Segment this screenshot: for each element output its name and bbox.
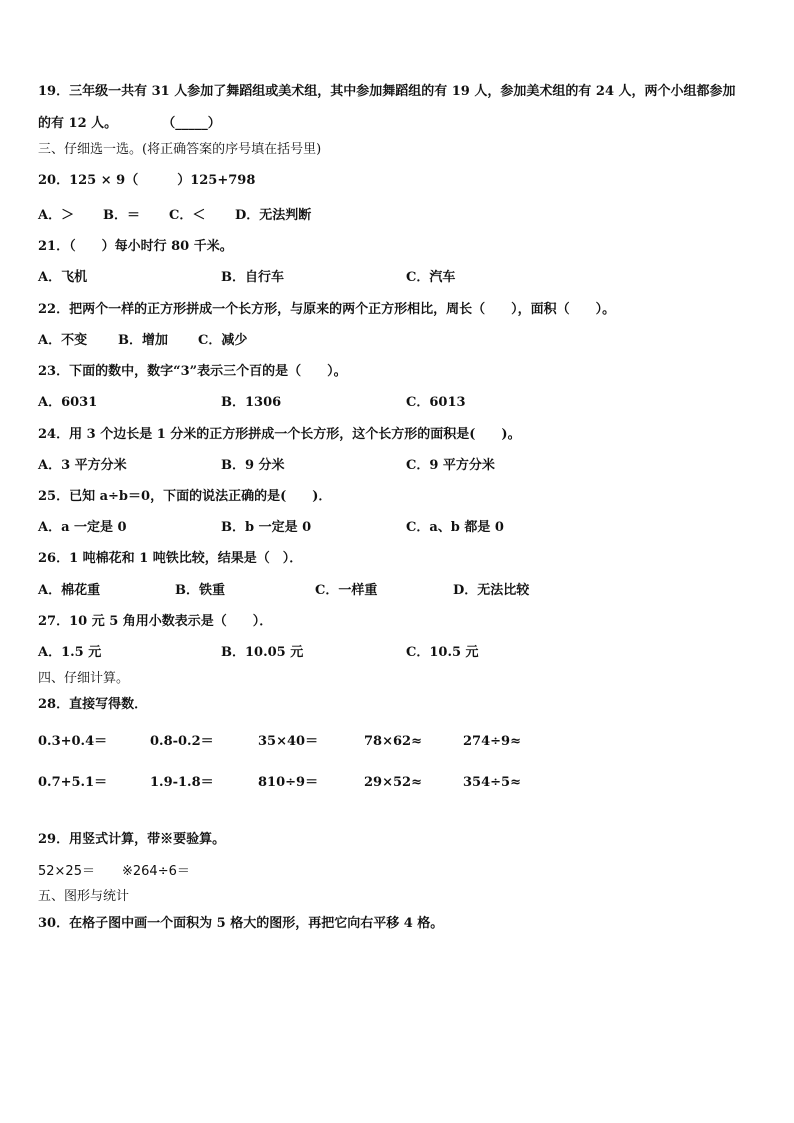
q27-option-b: B．10.05 元	[221, 645, 304, 660]
q26-stem: 26．1 吨棉花和 1 吨铁比较，结果是（ ）．	[38, 551, 303, 566]
q22-option-c: C．减少	[198, 333, 248, 348]
q29-item-1: 52×25＝	[38, 864, 95, 879]
q25-option-b: B．b 一定是 0	[221, 520, 312, 535]
q28-r2-item-2: 1.9-1.8＝	[150, 775, 214, 790]
q23-option-a: A．6031	[38, 395, 98, 410]
q21-option-a: A．飞机	[38, 270, 88, 285]
q21-options	[38, 270, 794, 286]
q24-option-a: A．3 平方分米	[38, 458, 127, 473]
q27-options	[38, 645, 794, 661]
q29-stem: 29．用竖式计算，带※要验算。	[38, 832, 226, 847]
q28-row-1	[38, 734, 778, 750]
q26-option-a: A．棉花重	[38, 583, 101, 598]
q22-option-b: B．增加	[118, 333, 168, 348]
q26-option-d: D．无法比较	[453, 583, 530, 598]
section-5-heading: 五、图形与统计	[38, 889, 130, 904]
q26-options	[38, 583, 794, 599]
q28-r1-item-1: 0.3+0.4＝	[38, 734, 108, 749]
q27-option-a: A．1.5 元	[38, 645, 102, 660]
q22-options	[38, 333, 794, 349]
q26-option-b: B．铁重	[175, 583, 225, 598]
q23-options	[38, 395, 794, 411]
q24-option-c: C．9 平方分米	[406, 458, 495, 473]
section-3-heading: 三、仔细选一选。(将正确答案的序号填在括号里)	[38, 142, 322, 157]
q27-option-c: C．10.5 元	[406, 645, 479, 660]
q28-row-2	[38, 775, 778, 791]
q20-option-c: C．＜	[169, 208, 206, 223]
q27-stem: 27．10 元 5 角用小数表示是（ ）．	[38, 614, 273, 629]
q20-stem: 20．125 × 9（ ）125+798	[38, 173, 256, 188]
q21-option-c: C．汽车	[406, 270, 456, 285]
q28-r2-item-3: 810÷9＝	[258, 775, 319, 790]
q22-stem: 22．把两个一样的正方形拼成一个长方形，与原来的两个正方形相比，周长（ ），面积（ ）。	[38, 302, 616, 317]
q25-option-a: A．a 一定是 0	[38, 520, 127, 535]
q20-option-a: A．＞	[38, 208, 75, 223]
q23-option-b: B．1306	[221, 395, 282, 410]
q23-option-c: C．6013	[406, 395, 466, 410]
q24-stem: 24．用 3 个边长是 1 分米的正方形拼成一个长方形，这个长方形的面积是( )。	[38, 427, 521, 442]
q21-stem: 21．（ ）每小时行 80 千米。	[38, 239, 233, 254]
q28-r2-item-1: 0.7+5.1＝	[38, 775, 108, 790]
q21-option-b: B．自行车	[221, 270, 284, 285]
q25-stem: 25．已知 a÷b＝0，下面的说法正确的是( )．	[38, 489, 332, 504]
q23-stem: 23．下面的数中，数字“3”表示三个百的是（ ）。	[38, 364, 347, 379]
q25-option-c: C．a、b 都是 0	[406, 520, 504, 535]
q20-options	[38, 208, 794, 224]
q29-items	[38, 864, 438, 880]
q28-r1-item-5: 274÷9≈	[463, 734, 521, 749]
q30-stem: 30．在格子图中画一个面积为 5 格大的图形，再把它向右平移 4 格。	[38, 916, 444, 931]
q20-option-b: B．＝	[103, 208, 140, 223]
q25-options	[38, 520, 794, 536]
section-4-heading: 四、仔细计算。	[38, 671, 130, 686]
q19-line2	[38, 116, 221, 132]
q24-option-b: B．9 分米	[221, 458, 285, 473]
q29-item-2: ※264÷6＝	[122, 864, 190, 879]
q28-r1-item-4: 78×62≈	[364, 734, 422, 749]
q26-option-c: C．一样重	[315, 583, 378, 598]
q28-r2-item-4: 29×52≈	[364, 775, 422, 790]
q22-option-a: A．不变	[38, 333, 88, 348]
q19-line2-text: 的有 12 人。	[38, 116, 118, 131]
q28-stem: 28．直接写得数．	[38, 697, 148, 712]
q28-r2-item-5: 354÷5≈	[463, 775, 521, 790]
q28-r1-item-2: 0.8-0.2＝	[150, 734, 214, 749]
q20-option-d: D．无法判断	[235, 208, 312, 223]
q28-r1-item-3: 35×40＝	[258, 734, 319, 749]
q19-answer-blank: （_____）	[162, 116, 221, 131]
q19-line1: 19．三年级一共有 31 人参加了舞蹈组或美术组，其中参加舞蹈组的有 19 人，参加美术组的有 24 人，两个小组都参加	[38, 84, 736, 99]
q24-options	[38, 458, 794, 474]
